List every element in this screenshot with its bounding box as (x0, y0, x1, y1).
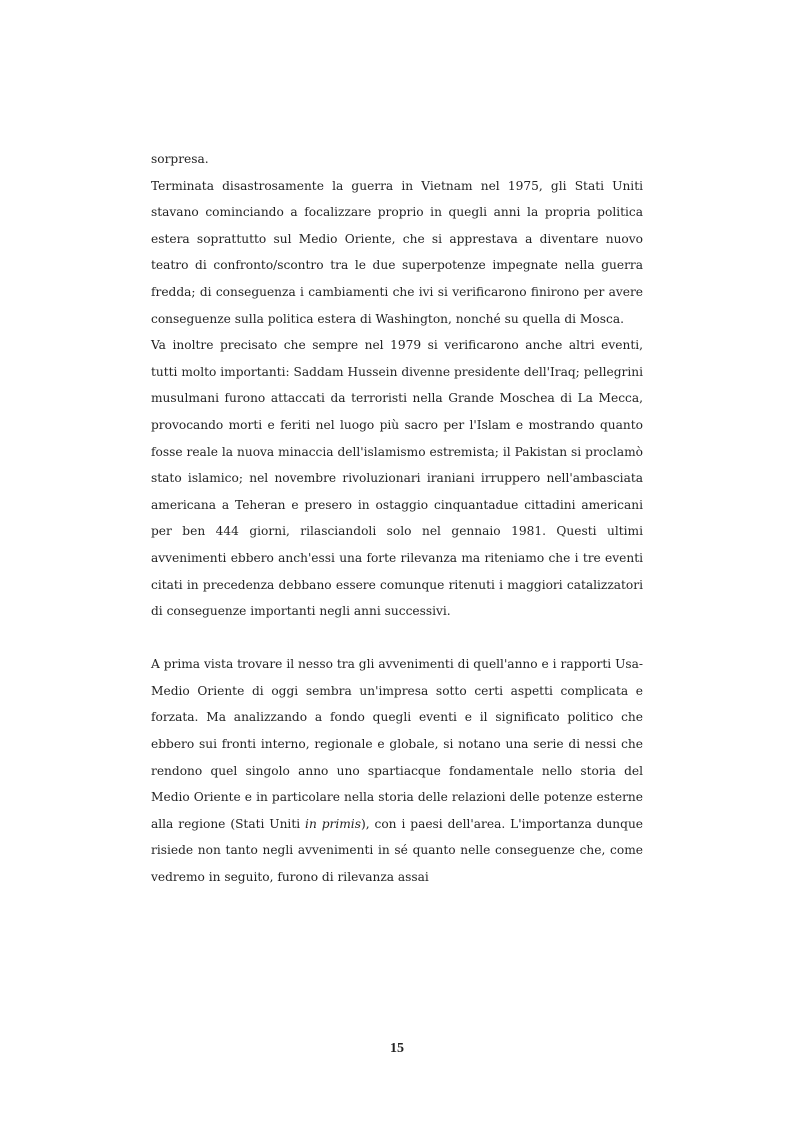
analysis-italic-phrase: in primis (305, 816, 361, 831)
paragraph-continuation: sorpresa. (151, 152, 209, 166)
paragraph-events-1979: Va inoltre precisato che sempre nel 1979 si verificarono anche altri eventi, tutti molto importanti: Saddam Hussein divenne presidente dell'Iraq; pellegrini musulmani furono attaccati da terroristi nella Grande Moschea di La Mecca, provocando morti e feriti nel luogo più sacro per l'Islam e mostrando quanto fosse reale la nuova minaccia dell'islamismo estremista; il Pakistan si proclamò stato islamico; nel novembre rivoluzionari iraniani irruppero nell'ambasciata americana a Teheran e presero in ostaggio cinquantadue cittadini americani per ben 444 giorni, rilasciandoli solo nel gennaio 1981. Questi ultimi avvenimenti ebbero anch'essi una forte rilevanza ma riteniamo che i tre eventi citati in precedenza debbano essere comunque ritenuti i maggiori catalizzatori di conseguenze importanti negli anni successivi. (151, 338, 643, 619)
analysis-text-start: A prima vista trovare il nesso tra gli avvenimenti di quell'anno e i rapporti Usa-Medio Oriente di oggi sembra un'impresa sotto certi aspetti complicata e forzata. Ma analizzando a fondo quegli eventi e il significato politico che ebbero sui fronti interno, regionale e globale, si notano una serie di nessi che rendono quel singolo anno uno spartiacque fondamentale nello storia del Medio Oriente e in particolare nella storia delle relazioni delle potenze esterne alla regione (Stati Uniti (151, 657, 643, 831)
paragraph-spacer (151, 625, 643, 652)
paragraph-analysis (151, 651, 643, 890)
body-text (151, 146, 643, 891)
page-number: 15 (390, 1041, 404, 1056)
analysis-text-end: ), con i paesi dell'area. L'importanza dunque risiede non tanto negli avvenimenti in sé quanto nelle conseguenze che, come vedremo in seguito, furono di rilevanza assai (151, 816, 643, 885)
paragraph-vietnam: Terminata disastrosamente la guerra in Vietnam nel 1975, gli Stati Uniti stavano cominciando a focalizzare proprio in quegli anni la propria politica estera soprattutto sul Medio Oriente, che si apprestava a diventare nuovo teatro di confronto/scontro tra le due superpotenze impegnate nella guerra fredda; di conseguenza i cambiamenti che ivi si verificarono finirono per avere conseguenze sulla politica estera di Washington, nonché su quella di Mosca. (151, 178, 643, 326)
